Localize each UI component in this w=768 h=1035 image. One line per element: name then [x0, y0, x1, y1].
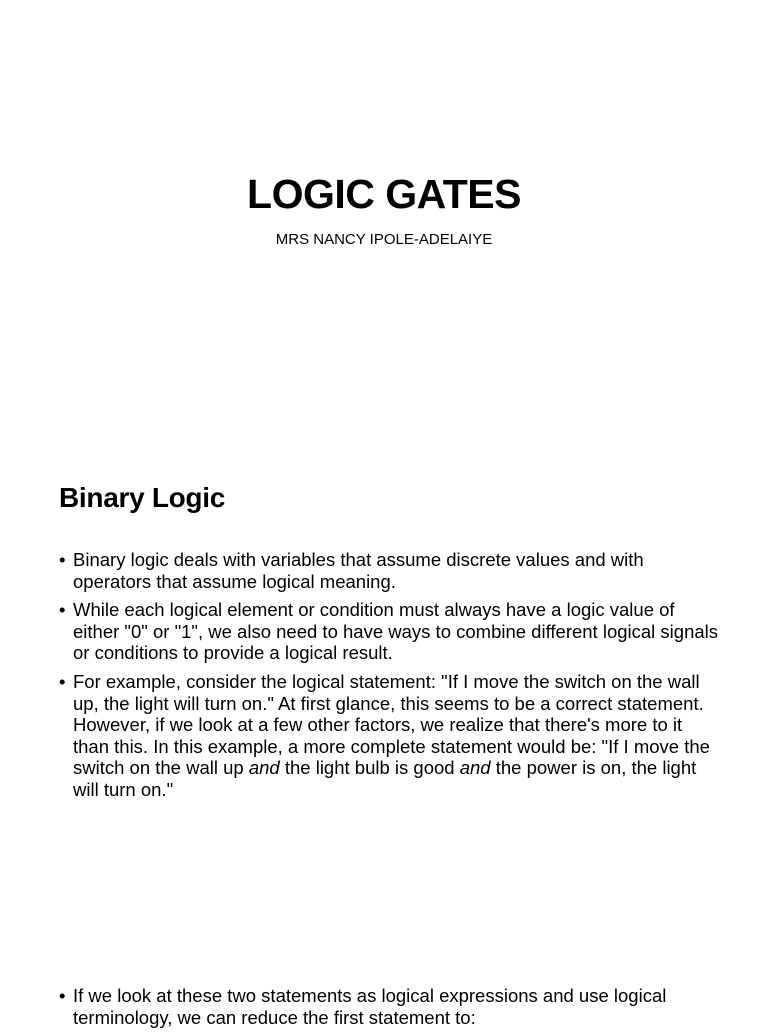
- bullet-dot-icon: •: [59, 670, 66, 692]
- bullet-emphasis: and: [248, 757, 280, 779]
- bullet-list-next-slide: [59, 985, 719, 1035]
- bullet-text-part: the power is on, the light will turn on.": [73, 757, 697, 800]
- bullet-dot-icon: •: [59, 599, 66, 621]
- bullet-text: If we look at these two statements as logical expressions and use logical terminology, we can reduce the first statement to:: [73, 985, 667, 1028]
- bullet-item: [59, 671, 719, 801]
- bullet-item: [59, 985, 719, 1028]
- bullet-text-part: the light bulb is good: [279, 757, 460, 779]
- bullet-text-part: For example, consider the logical statement: "If I move the switch on the wall up, the light will turn on." At first glance, this seems to be a correct statement. However, if we look at a few other factors, we realize that there's more to it than this. In this example, a more complete statement would be: "If I move the switch on the wall up: [73, 670, 710, 779]
- bullet-text: While each logical element or condition must always have a logic value of either "0" or "1", we also need to have ways to combine different logical signals or conditions to provide a logical result.: [73, 599, 719, 664]
- slide-heading: Binary Logic: [59, 482, 225, 513]
- bullet-list: [59, 549, 719, 808]
- slide-title: LOGIC GATES: [247, 171, 521, 217]
- bullet-item: [59, 549, 719, 592]
- bullet-dot-icon: •: [59, 985, 66, 1006]
- bullet-item: [59, 599, 719, 664]
- bullet-text: Binary logic deals with variables that assume discrete values and with operators that assume logical meaning.: [73, 549, 644, 592]
- bullet-dot-icon: •: [59, 549, 66, 570]
- slide-subtitle: MRS NANCY IPOLE-ADELAIYE: [275, 231, 493, 248]
- title-slide: [0, 0, 768, 432]
- bullet-emphasis: and: [459, 757, 491, 779]
